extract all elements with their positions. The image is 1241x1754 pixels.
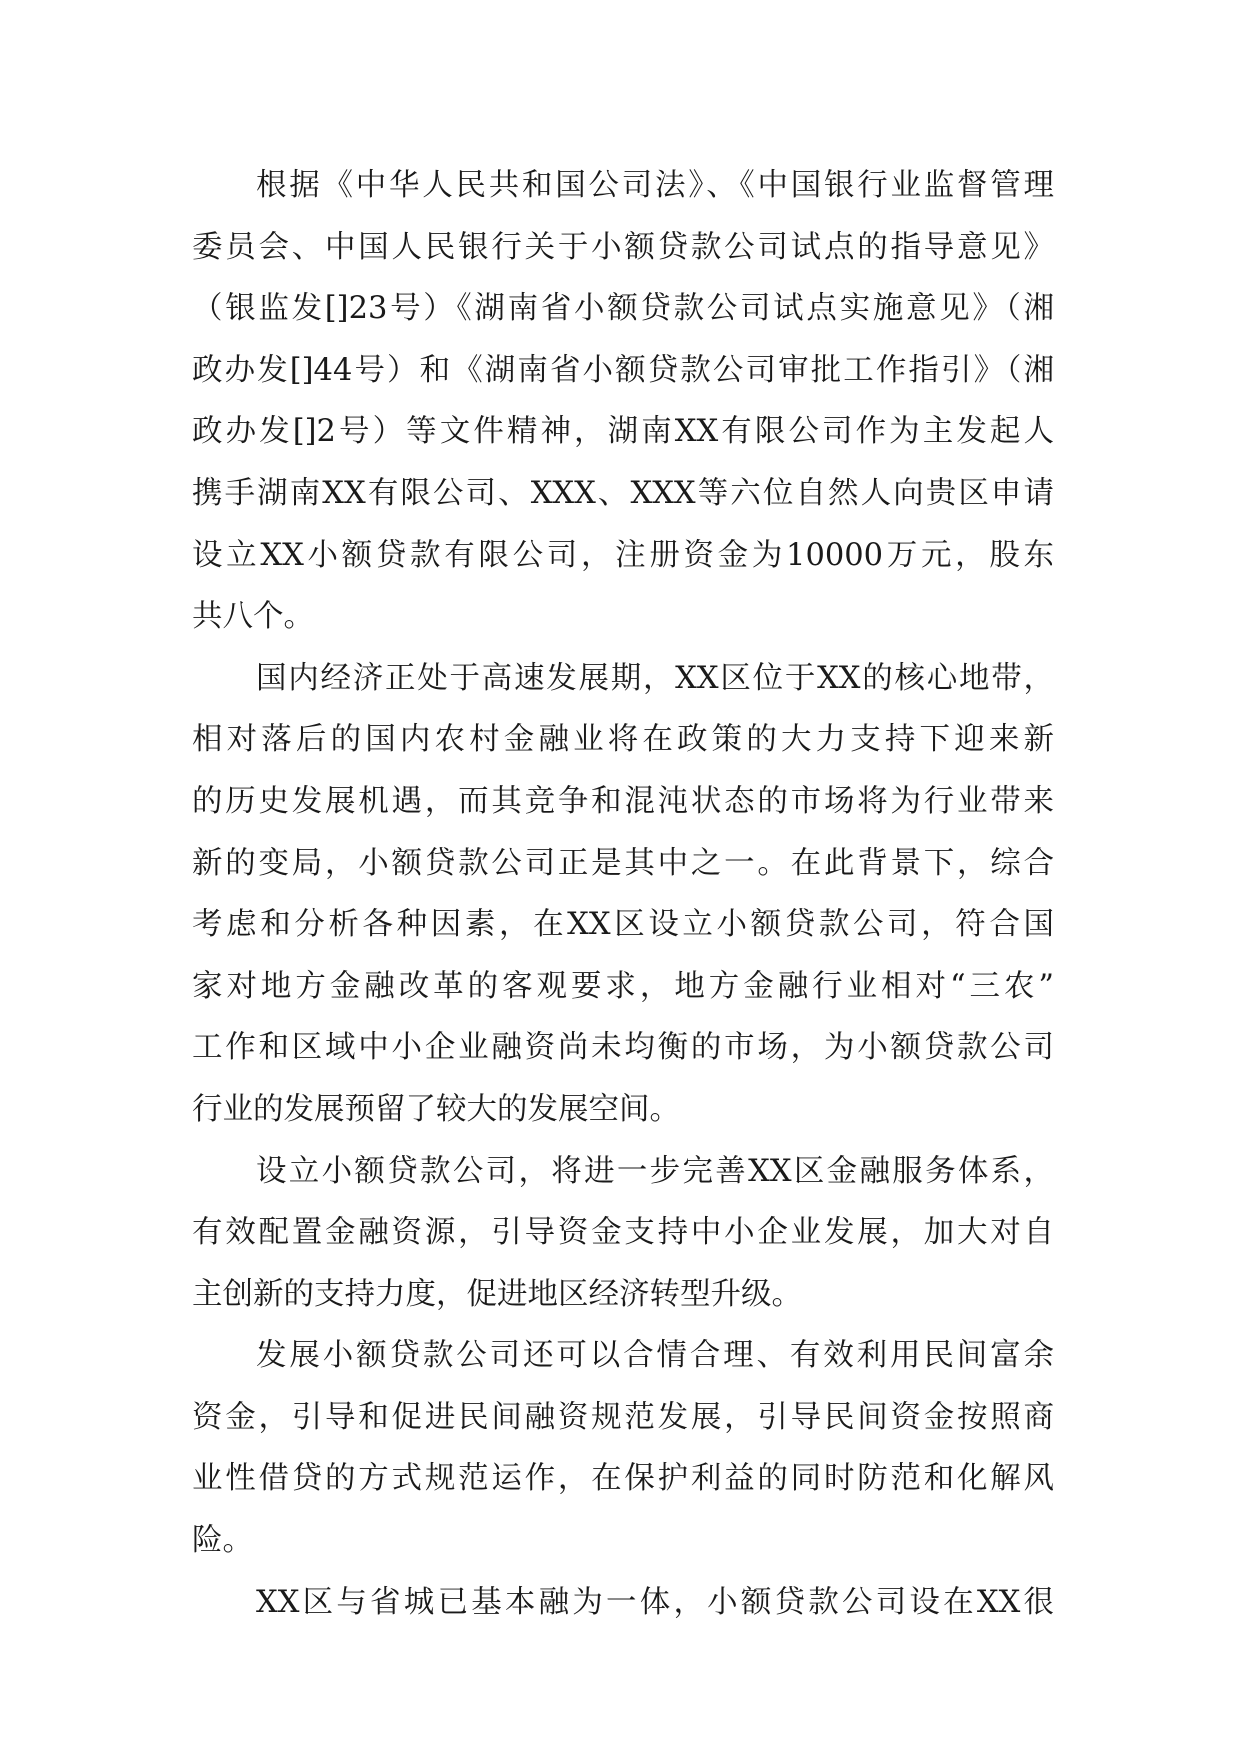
- paragraph-line: 设立小额贷款公司，将进一步完善XX区金融服务体系，: [256, 1153, 1054, 1189]
- paragraph-line: 家对地方金融改革的客观要求，地方金融行业相对“三农”: [192, 968, 1054, 1004]
- paragraph-line: 携手湖南XX有限公司、XXX、XXX等六位自然人向贵区申请: [192, 475, 1054, 511]
- paragraph-line: 工作和区域中小企业融资尚未均衡的市场，为小额贷款公司: [192, 1030, 1054, 1066]
- paragraph-line: 的历史发展机遇，而其竞争和混沌状态的市场将为行业带来: [192, 783, 1054, 819]
- paragraph-line: 业性借贷的方式规范运作，在保护利益的同时防范和化解风: [192, 1461, 1054, 1497]
- paragraph-line: 根据《中华人民共和国公司法》、《中国银行业监督管理: [256, 168, 1054, 203]
- paragraph-line: （银监发[]23号）《湖南省小额贷款公司试点实施意见》（湘: [192, 291, 1054, 327]
- paragraph-line: 有效配置金融资源，引导资金支持中小企业发展，加大对自: [192, 1215, 1054, 1251]
- paragraph-line: 设立XX小额贷款有限公司，注册资金为10000万元，股东: [192, 537, 1054, 573]
- document-body: [192, 155, 1054, 1633]
- paragraph-line: 国内经济正处于高速发展期，XX区位于XX的核心地带，: [256, 660, 1054, 696]
- paragraph-line: 发展小额贷款公司还可以合情合理、有效利用民间富余: [256, 1338, 1054, 1374]
- paragraph-line: 主创新的支持力度，促进地区经济转型升级。: [192, 1276, 802, 1312]
- paragraph-line: 政办发[]44号）和《湖南省小额贷款公司审批工作指引》（湘: [192, 352, 1054, 388]
- paragraph-line: 行业的发展预留了较大的发展空间。: [192, 1091, 680, 1127]
- paragraph-line: 共八个。: [192, 599, 314, 635]
- paragraph-line: 政办发[]2号）等文件精神，湖南XX有限公司作为主发起人: [192, 414, 1054, 450]
- paragraph-line: 资金，引导和促进民间融资规范发展，引导民间资金按照商: [192, 1399, 1054, 1435]
- paragraph-line: 相对落后的国内农村金融业将在政策的大力支持下迎来新: [192, 722, 1054, 758]
- paragraph-line: XX区与省城已基本融为一体，小额贷款公司设在XX很: [256, 1584, 1054, 1620]
- paragraph-line: 考虑和分析各种因素，在XX区设立小额贷款公司，符合国: [192, 907, 1054, 943]
- paragraph-line: 委员会、中国人民银行关于小额贷款公司试点的指导意见》: [192, 229, 1054, 265]
- paragraph-line: 险。: [192, 1523, 253, 1559]
- paragraph-line: 新的变局，小额贷款公司正是其中之一。在此背景下，综合: [192, 845, 1054, 881]
